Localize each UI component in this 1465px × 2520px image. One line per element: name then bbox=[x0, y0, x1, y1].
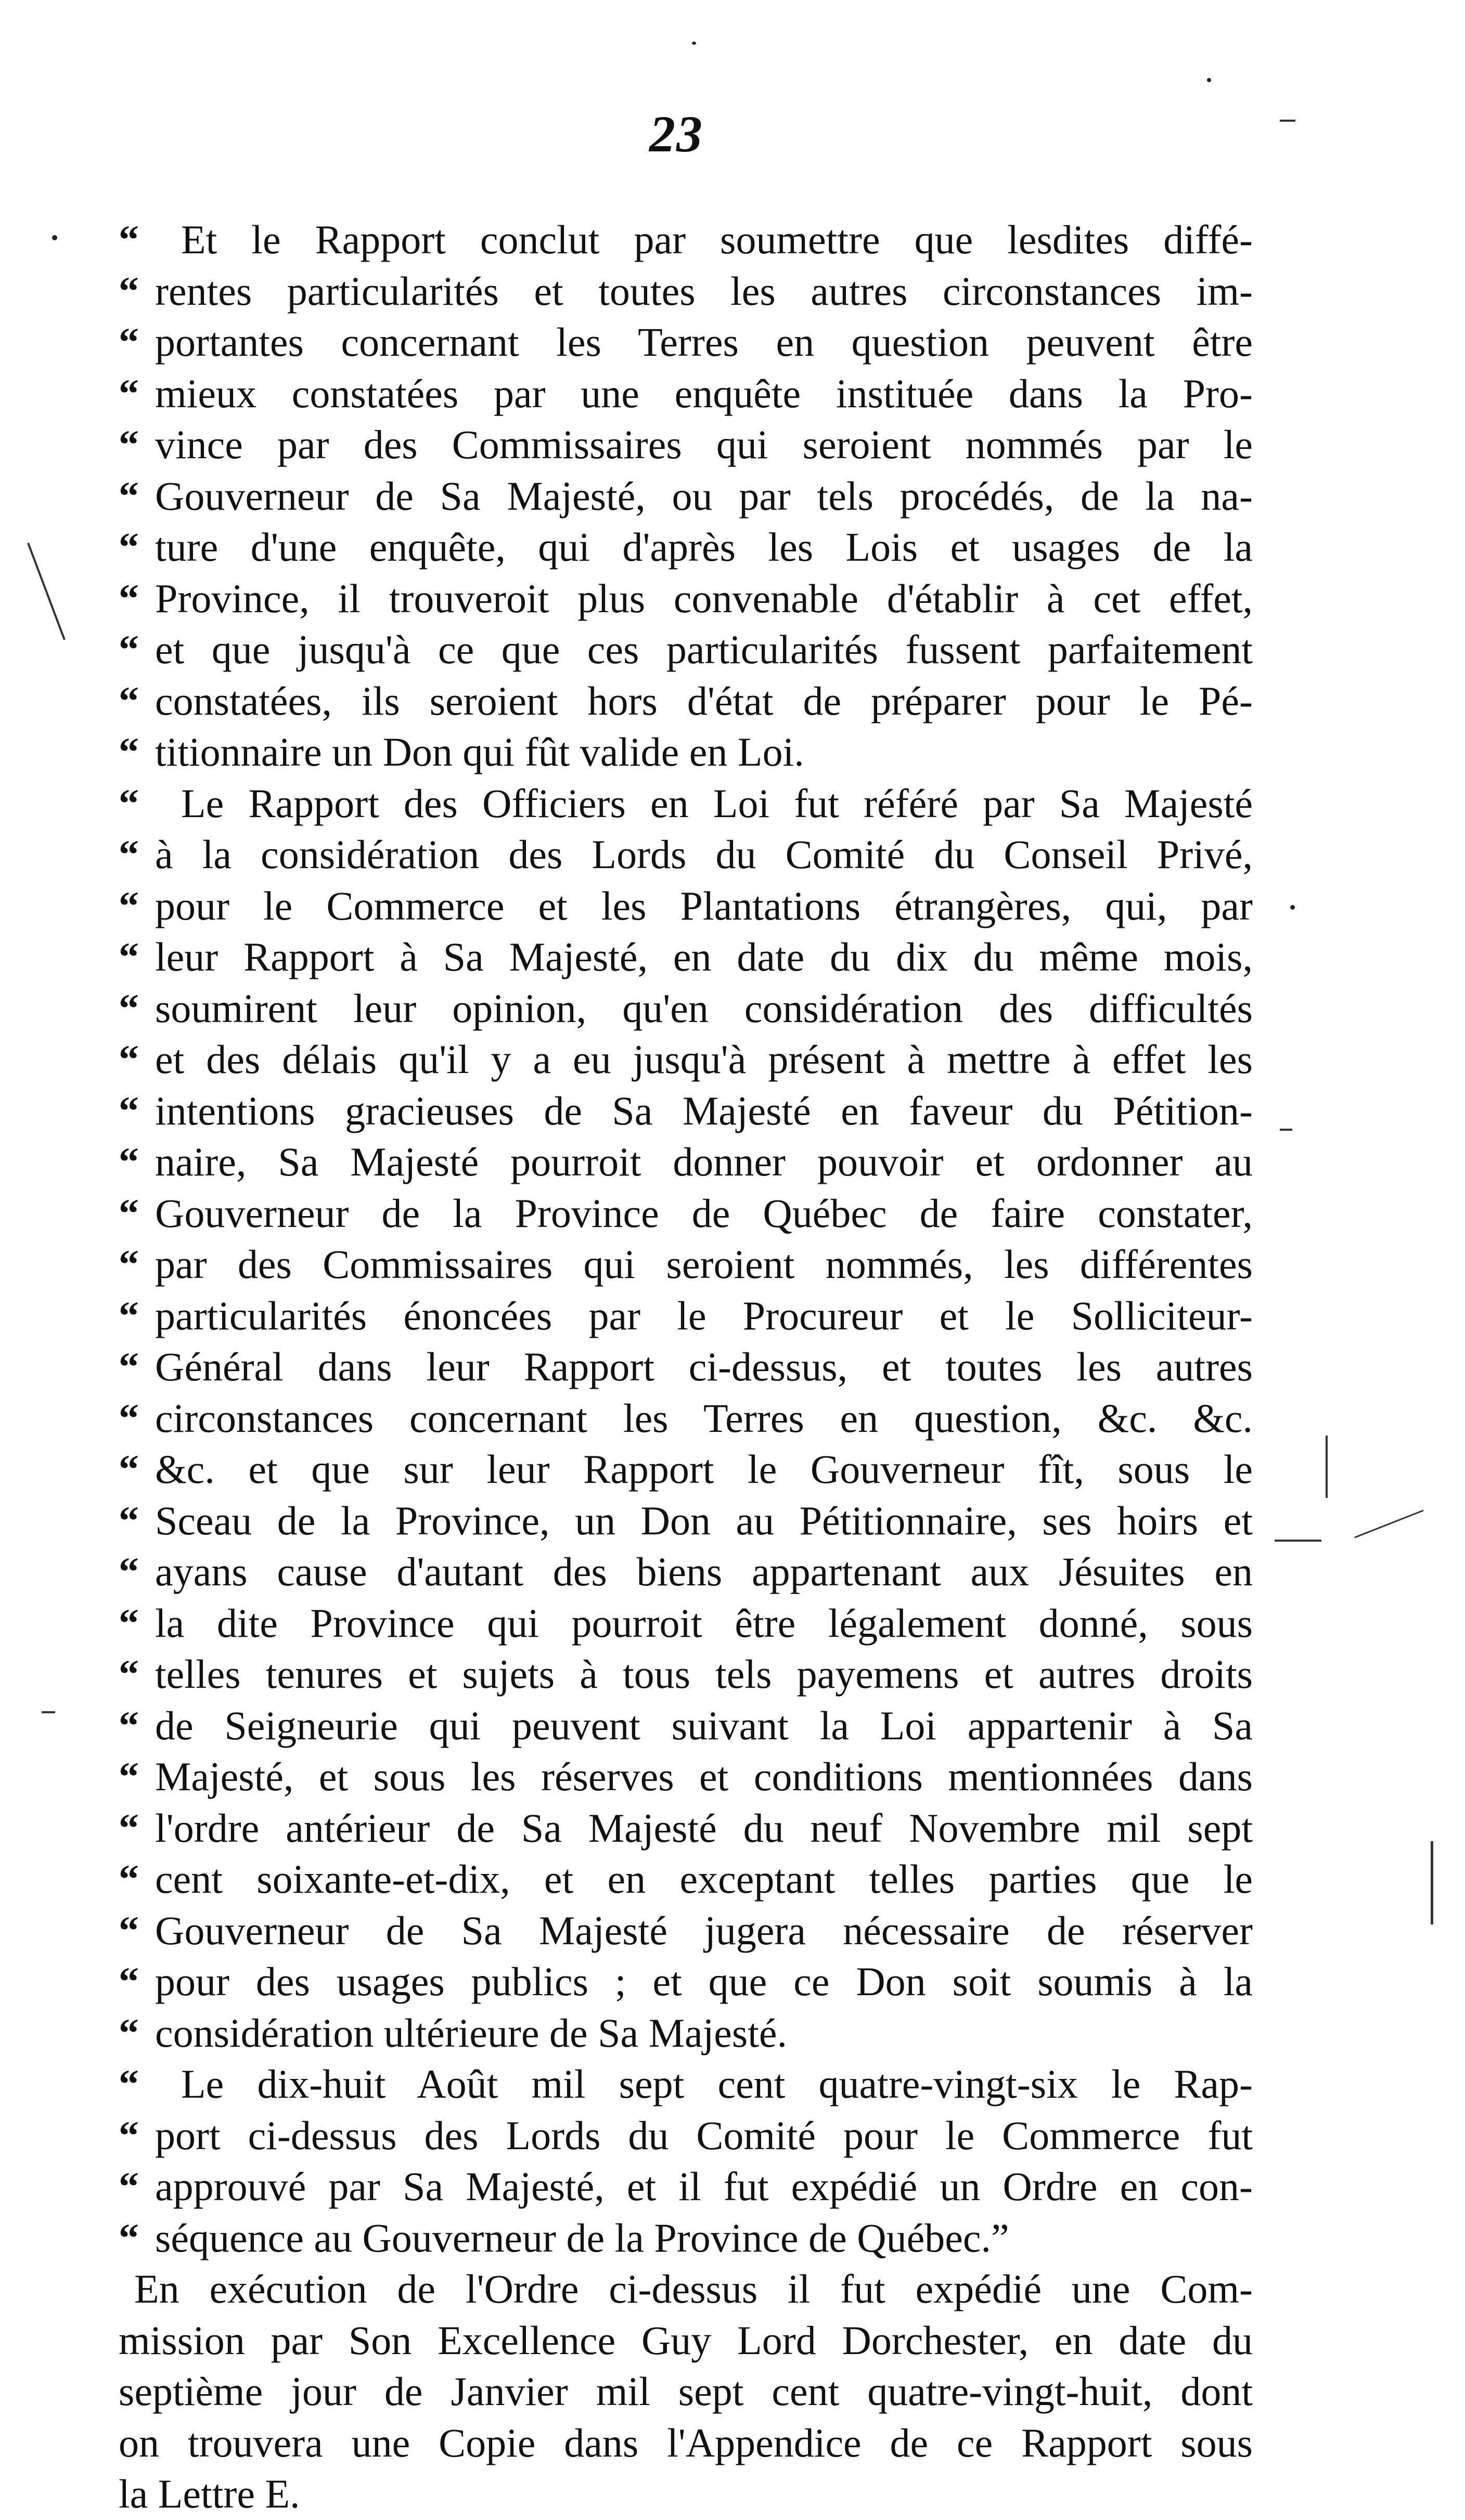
line-text: Général dans leur Rapport ci-dessus, et toutes les autres bbox=[155, 1344, 1253, 1389]
text-line bbox=[119, 522, 1253, 573]
text-line bbox=[119, 1136, 1253, 1188]
text-line bbox=[119, 1188, 1253, 1239]
line-text: Province, il trouveroit plus convenable d'établir à cet effet, bbox=[155, 575, 1253, 621]
line-text: Sceau de la Province, un Don au Pétitionnaire, ses hoirs et bbox=[155, 1497, 1253, 1543]
line-text: ayans cause d'autant des biens appartenant aux Jésuites en bbox=[155, 1549, 1253, 1594]
text-line bbox=[119, 2264, 1253, 2315]
text-line bbox=[119, 881, 1253, 932]
scan-stroke bbox=[1353, 1508, 1425, 1540]
quote-mark: “ bbox=[119, 422, 139, 467]
line-text: de Seigneurie qui peuvent suivant la Loi appartenir à Sa bbox=[155, 1702, 1253, 1748]
quote-mark: “ bbox=[119, 217, 139, 262]
quote-mark: “ bbox=[119, 985, 139, 1031]
line-text: Et le Rapport conclut par soumettre que lesdites diffé- bbox=[181, 217, 1253, 262]
line-text: constatées, ils seroient hors d'état de préparer pour le Pé- bbox=[155, 678, 1253, 723]
quote-mark: “ bbox=[119, 1549, 139, 1594]
text-line bbox=[119, 1034, 1253, 1085]
quote-mark: “ bbox=[119, 2112, 139, 2158]
line-text: Gouverneur de Sa Majesté, ou par tels procédés, de la na- bbox=[155, 473, 1253, 519]
line-text: titionnaire un Don qui fût valide en Loi. bbox=[155, 729, 804, 774]
line-text: approuvé par Sa Majesté, et il fut expédié un Ordre en con- bbox=[155, 2164, 1253, 2209]
scan-dash bbox=[1280, 120, 1295, 122]
text-line bbox=[119, 2315, 1253, 2367]
quote-mark: “ bbox=[119, 1600, 139, 1646]
quote-mark: “ bbox=[119, 1037, 139, 1082]
quote-mark: “ bbox=[119, 1446, 139, 1492]
line-text: soumirent leur opinion, qu'en considération des difficultés bbox=[155, 985, 1253, 1031]
quote-mark: “ bbox=[119, 1959, 139, 2004]
text-line bbox=[119, 778, 1253, 830]
quote-mark: “ bbox=[119, 2215, 139, 2260]
quote-mark: “ bbox=[119, 370, 139, 416]
text-line bbox=[119, 2110, 1253, 2162]
quote-mark: “ bbox=[119, 2164, 139, 2209]
scan-stroke bbox=[26, 541, 68, 645]
line-text: ture d'une enquête, qui d'après les Lois et usages de la bbox=[155, 524, 1253, 570]
quote-mark: “ bbox=[119, 832, 139, 877]
body-text bbox=[119, 214, 1253, 2520]
text-line bbox=[119, 2418, 1253, 2469]
text-line bbox=[119, 1239, 1253, 1290]
text-line bbox=[119, 317, 1253, 368]
quote-mark: “ bbox=[119, 1907, 139, 1953]
line-text: Le dix-huit Août mil sept cent quatre-vingt-six le Rap- bbox=[181, 2061, 1253, 2107]
line-text: Gouverneur de Sa Majesté jugera nécessaire de réserver bbox=[155, 1907, 1253, 1953]
line-text: circonstances concernant les Terres en question, &c. &c. bbox=[155, 1395, 1253, 1441]
line-text: particularités énoncées par le Procureur et le Solliciteur- bbox=[155, 1293, 1253, 1338]
line-text: intentions gracieuses de Sa Majesté en faveur du Pétition- bbox=[155, 1088, 1253, 1133]
quote-mark: “ bbox=[119, 934, 139, 979]
quote-mark: “ bbox=[119, 1856, 139, 1902]
text-line bbox=[119, 1803, 1253, 1854]
quote-mark: “ bbox=[119, 1242, 139, 1287]
quote-mark: “ bbox=[119, 473, 139, 519]
line-text: et que jusqu'à ce que ces particularités fussent parfaitement bbox=[155, 627, 1253, 672]
quote-mark: “ bbox=[119, 780, 139, 826]
scan-dash bbox=[1326, 1436, 1328, 1498]
text-line bbox=[119, 676, 1253, 727]
quote-mark: “ bbox=[119, 1754, 139, 1799]
quote-mark: “ bbox=[119, 268, 139, 314]
page-number: 23 bbox=[649, 105, 703, 163]
text-line bbox=[119, 829, 1253, 881]
text-line bbox=[119, 1341, 1253, 1393]
line-text: séquence au Gouverneur de la Province de Québec.” bbox=[155, 2215, 1009, 2260]
quote-mark: “ bbox=[119, 1805, 139, 1851]
line-text: naire, Sa Majesté pourroit donner pouvoir et ordonner au bbox=[155, 1139, 1253, 1184]
text-line bbox=[119, 1649, 1253, 1700]
line-text: leur Rapport à Sa Majesté, en date du dix du même mois, bbox=[155, 934, 1253, 979]
text-line bbox=[119, 573, 1253, 625]
line-text: cent soixante-et-dix, et en exceptant telles parties que le bbox=[155, 1856, 1253, 1902]
text-line bbox=[119, 1751, 1253, 1803]
text-line bbox=[119, 471, 1253, 522]
scan-speck bbox=[692, 42, 696, 45]
line-text: on trouvera une Copie dans l'Appendice de ce Rapport sous bbox=[119, 2420, 1253, 2465]
quote-mark: “ bbox=[119, 729, 139, 774]
scan-dash bbox=[1275, 1540, 1321, 1542]
text-line bbox=[119, 1085, 1253, 1137]
text-line bbox=[119, 419, 1253, 471]
quote-mark: “ bbox=[119, 575, 139, 621]
text-line bbox=[119, 983, 1253, 1035]
scan-speck bbox=[1207, 78, 1211, 82]
text-line bbox=[119, 1546, 1253, 1598]
text-line bbox=[119, 1700, 1253, 1752]
line-text: considération ultérieure de Sa Majesté. bbox=[155, 2010, 788, 2056]
quote-mark: “ bbox=[119, 678, 139, 723]
quote-mark: “ bbox=[119, 627, 139, 672]
line-text: et des délais qu'il y a eu jusqu'à présent à mettre à effet les bbox=[155, 1037, 1253, 1082]
line-text: l'ordre antérieur de Sa Majesté du neuf Novembre mil sept bbox=[155, 1805, 1253, 1851]
line-text: par des Commissaires qui seroient nommés, les différentes bbox=[155, 1242, 1253, 1287]
text-line bbox=[119, 2469, 1253, 2520]
line-text: pour le Commerce et les Plantations étrangères, qui, par bbox=[155, 883, 1253, 928]
line-text: telles tenures et sujets à tous tels payemens et autres droits bbox=[155, 1651, 1253, 1697]
line-text: à la considération des Lords du Comité du Conseil Privé, bbox=[155, 832, 1253, 877]
quote-mark: “ bbox=[119, 1293, 139, 1338]
quote-mark: “ bbox=[119, 319, 139, 365]
quote-mark: “ bbox=[119, 1088, 139, 1133]
quote-mark: “ bbox=[119, 524, 139, 570]
text-line bbox=[119, 1905, 1253, 1957]
text-line bbox=[119, 2366, 1253, 2418]
text-line bbox=[119, 624, 1253, 676]
quote-mark: “ bbox=[119, 1139, 139, 1184]
text-line bbox=[119, 932, 1253, 983]
text-line bbox=[119, 266, 1253, 317]
text-line bbox=[119, 2059, 1253, 2110]
text-line bbox=[119, 1444, 1253, 1495]
line-text: la Lettre E. bbox=[119, 2471, 300, 2516]
text-line bbox=[119, 368, 1253, 420]
quote-mark: “ bbox=[119, 1344, 139, 1389]
line-text: mission par Son Excellence Guy Lord Dorchester, en date du bbox=[119, 2317, 1253, 2363]
text-line bbox=[119, 1393, 1253, 1444]
scan-dash bbox=[1280, 1129, 1292, 1131]
text-line bbox=[119, 214, 1253, 266]
line-text: &c. et que sur leur Rapport le Gouverneur fît, sous le bbox=[155, 1446, 1253, 1492]
scan-dash bbox=[1431, 1841, 1433, 1924]
line-text: En exécution de l'Ordre ci-dessus il fut expédié une Com- bbox=[134, 2266, 1253, 2311]
line-text: septième jour de Janvier mil sept cent quatre-vingt-huit, dont bbox=[119, 2369, 1253, 2414]
text-line bbox=[119, 2008, 1253, 2059]
quote-mark: “ bbox=[119, 883, 139, 928]
text-line bbox=[119, 1598, 1253, 1649]
line-text: la dite Province qui pourroit être légalement donné, sous bbox=[155, 1600, 1253, 1646]
scan-speck bbox=[52, 235, 57, 240]
text-line bbox=[119, 1956, 1253, 2008]
text-line bbox=[119, 1495, 1253, 1547]
line-text: portantes concernant les Terres en question peuvent être bbox=[155, 319, 1253, 365]
text-line bbox=[119, 1290, 1253, 1342]
text-line bbox=[119, 1854, 1253, 1905]
line-text: pour des usages publics ; et que ce Don soit soumis à la bbox=[155, 1959, 1253, 2004]
quote-mark: “ bbox=[119, 1395, 139, 1441]
quote-mark: “ bbox=[119, 1190, 139, 1236]
quote-mark: “ bbox=[119, 1702, 139, 1748]
text-line bbox=[119, 727, 1253, 778]
scan-speck bbox=[1290, 905, 1295, 910]
quote-mark: “ bbox=[119, 1651, 139, 1697]
line-text: Majesté, et sous les réserves et conditions mentionnées dans bbox=[155, 1754, 1253, 1799]
line-text: rentes particularités et toutes les autres circonstances im- bbox=[155, 268, 1253, 314]
quote-mark: “ bbox=[119, 2010, 139, 2056]
line-text: vince par des Commissaires qui seroient nommés par le bbox=[155, 422, 1253, 467]
line-text: Gouverneur de la Province de Québec de faire constater, bbox=[155, 1190, 1253, 1236]
line-text: port ci-dessus des Lords du Comité pour le Commerce fut bbox=[155, 2112, 1253, 2158]
line-text: Le Rapport des Officiers en Loi fut référé par Sa Majesté bbox=[181, 780, 1253, 826]
quote-mark: “ bbox=[119, 2061, 139, 2107]
scan-dash bbox=[42, 1711, 55, 1713]
text-line bbox=[119, 2213, 1253, 2264]
quote-mark: “ bbox=[119, 1497, 139, 1543]
line-text: mieux constatées par une enquête instituée dans la Pro- bbox=[155, 370, 1253, 416]
text-line bbox=[119, 2161, 1253, 2213]
